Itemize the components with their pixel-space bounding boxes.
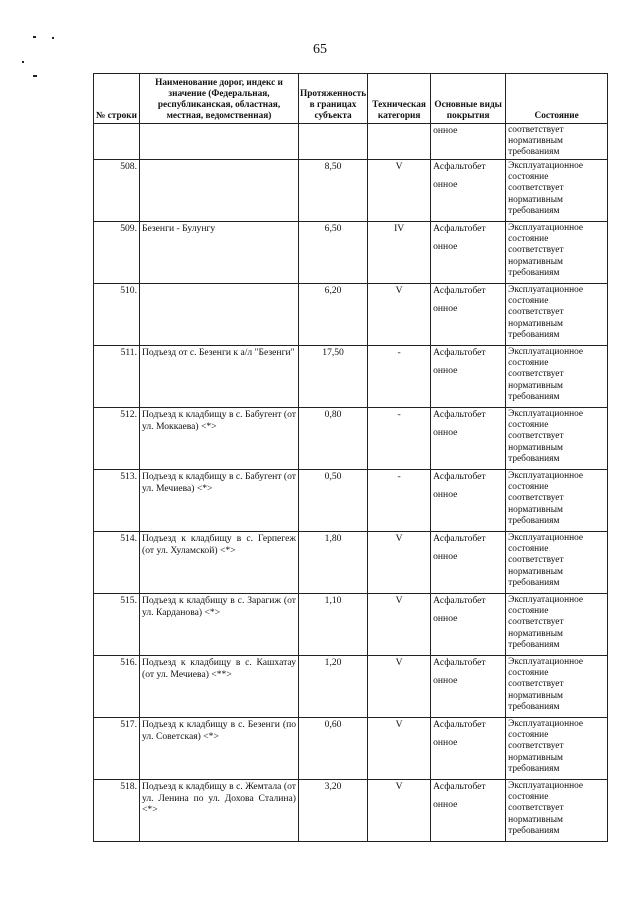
coverage-type <box>431 284 506 346</box>
row-number: 518. <box>94 780 140 842</box>
road-name <box>140 160 299 222</box>
header-coverage: Основные виды покрытия <box>431 74 506 124</box>
row-number: 516. <box>94 656 140 718</box>
technical-category: V <box>368 594 431 656</box>
coverage-line-1: Асфальтобет <box>433 161 486 173</box>
road-name: Подъезд к кладбищу в с. Жемтала (от ул. Ленина по ул. Дохова Сталина) <*> <box>140 780 299 842</box>
road-state: Эксплуатационное состояние соответствует нормативным требованиям <box>506 656 608 718</box>
road-name: Подъезд к кладбищу в с. Бабугент (от ул. Моккаева) <*> <box>140 408 299 470</box>
coverage-line-1: Асфальтобет <box>433 781 486 793</box>
road-state: Эксплуатационное состояние соответствует нормативным требованиям <box>506 780 608 842</box>
road-length: 0,50 <box>299 470 368 532</box>
road-state: Эксплуатационное состояние соответствует нормативным требованиям <box>506 346 608 408</box>
coverage-line-2: онное <box>433 488 458 500</box>
road-length: 6,20 <box>299 284 368 346</box>
technical-category: IV <box>368 222 431 284</box>
technical-category: V <box>368 532 431 594</box>
coverage-line-2: онное <box>433 426 458 438</box>
road-state: Эксплуатационное состояние соответствует нормативным требованиям <box>506 470 608 532</box>
coverage-type <box>431 346 506 408</box>
road-name <box>140 284 299 346</box>
coverage-type <box>431 470 506 532</box>
road-state: Эксплуатационное состояние соответствует нормативным требованиям <box>506 594 608 656</box>
coverage-line-1: Асфальтобет <box>433 409 486 421</box>
table-row <box>94 160 608 222</box>
road-state: Эксплуатационное состояние соответствует нормативным требованиям <box>506 532 608 594</box>
road-name: Подъезд к кладбищу в с. Безенги (по ул. Советская) <*> <box>140 718 299 780</box>
road-length: 17,50 <box>299 346 368 408</box>
road-name: Подъезд к кладбищу в с. Бабугент (от ул. Мечиева) <*> <box>140 470 299 532</box>
table-header-row <box>94 74 608 124</box>
technical-category: V <box>368 160 431 222</box>
table-row <box>94 346 608 408</box>
coverage-line-2: онное <box>433 240 458 252</box>
coverage-type <box>431 780 506 842</box>
coverage-line-1: Асфальтобет <box>433 533 486 545</box>
coverage-line-1: Асфальтобет <box>433 285 486 297</box>
table-row <box>94 780 608 842</box>
coverage-line-1: Асфальтобет <box>433 719 486 731</box>
road-name: Подъезд к кладбищу в с. Кашхатау (от ул. Мечиева) <**> <box>140 656 299 718</box>
table-row <box>94 532 608 594</box>
technical-category: V <box>368 780 431 842</box>
technical-category: V <box>368 656 431 718</box>
road-state: Эксплуатационное состояние соответствует нормативным требованиям <box>506 222 608 284</box>
coverage-line-2: онное <box>433 798 458 810</box>
technical-category: - <box>368 346 431 408</box>
coverage-type <box>431 718 506 780</box>
row-number: 509. <box>94 222 140 284</box>
coverage-line-1: Асфальтобет <box>433 657 486 669</box>
road-name: Подъезд к кладбищу в с. Зарагиж (от ул. Карданова) <*> <box>140 594 299 656</box>
continuation-row <box>94 124 608 160</box>
coverage-type <box>431 222 506 284</box>
technical-category: - <box>368 470 431 532</box>
road-state: Эксплуатационное состояние соответствует нормативным требованиям <box>506 284 608 346</box>
road-length: 8,50 <box>299 160 368 222</box>
header-num: № строки <box>94 74 140 124</box>
technical-category: V <box>368 718 431 780</box>
coverage-line-2: онное <box>433 364 458 376</box>
scan-speck <box>52 37 54 39</box>
coverage-line-1: Асфальтобет <box>433 595 486 607</box>
table-row <box>94 718 608 780</box>
road-state: Эксплуатационное состояние соответствует нормативным требованиям <box>506 160 608 222</box>
road-length: 0,80 <box>299 408 368 470</box>
coverage-line-1: Асфальтобет <box>433 347 486 359</box>
row-number: 510. <box>94 284 140 346</box>
coverage-line-2: онное <box>433 736 458 748</box>
row-number: 514. <box>94 532 140 594</box>
table-row <box>94 408 608 470</box>
row-number: 508. <box>94 160 140 222</box>
road-state: Эксплуатационное состояние соответствует нормативным требованиям <box>506 718 608 780</box>
road-name: Безенги - Булунгу <box>140 222 299 284</box>
coverage-type <box>431 408 506 470</box>
coverage-type <box>431 594 506 656</box>
coverage-line-2: онное <box>433 178 458 190</box>
row-number: 512. <box>94 408 140 470</box>
table-row <box>94 284 608 346</box>
row-number: 513. <box>94 470 140 532</box>
roads-table <box>93 73 608 842</box>
road-length: 1,80 <box>299 532 368 594</box>
row-number: 517. <box>94 718 140 780</box>
coverage-line-2: онное <box>433 302 458 314</box>
row-number: 515. <box>94 594 140 656</box>
road-length: 6,50 <box>299 222 368 284</box>
header-state: Состояние <box>506 74 608 124</box>
coverage-line-1: Асфальтобет <box>433 223 486 235</box>
scan-speck <box>33 75 37 77</box>
header-category: Техническая категория <box>368 74 431 124</box>
coverage-type <box>431 532 506 594</box>
road-length: 0,60 <box>299 718 368 780</box>
continuation-state: соответствует нормативным требованиям <box>506 124 608 160</box>
header-length: Протяженность в границах субъекта <box>299 74 368 124</box>
coverage-type <box>431 160 506 222</box>
coverage-line-1: Асфальтобет <box>433 471 486 483</box>
road-name: Подъезд к кладбищу в с. Герпегеж (от ул. Хуламской) <*> <box>140 532 299 594</box>
road-name: Подъезд от с. Безенги к а/л "Безенги" <box>140 346 299 408</box>
coverage-line-2: онное <box>433 674 458 686</box>
scan-speck <box>33 36 36 38</box>
technical-category: - <box>368 408 431 470</box>
table-row <box>94 222 608 284</box>
coverage-type <box>431 656 506 718</box>
scan-speck <box>22 61 24 63</box>
road-length: 3,20 <box>299 780 368 842</box>
row-number: 511. <box>94 346 140 408</box>
table-row <box>94 470 608 532</box>
coverage-line-2: онное <box>433 612 458 624</box>
road-length: 1,20 <box>299 656 368 718</box>
header-name: Наименование дорог, индекс и значение (Федеральная, республиканская, областная, местная, ведомственная) <box>140 74 299 124</box>
coverage-line-2: онное <box>433 550 458 562</box>
table-row <box>94 656 608 718</box>
page-number: 65 <box>313 42 327 57</box>
continuation-coverage: онное <box>431 124 506 160</box>
table-row <box>94 594 608 656</box>
road-state: Эксплуатационное состояние соответствует нормативным требованиям <box>506 408 608 470</box>
road-length: 1,10 <box>299 594 368 656</box>
technical-category: V <box>368 284 431 346</box>
